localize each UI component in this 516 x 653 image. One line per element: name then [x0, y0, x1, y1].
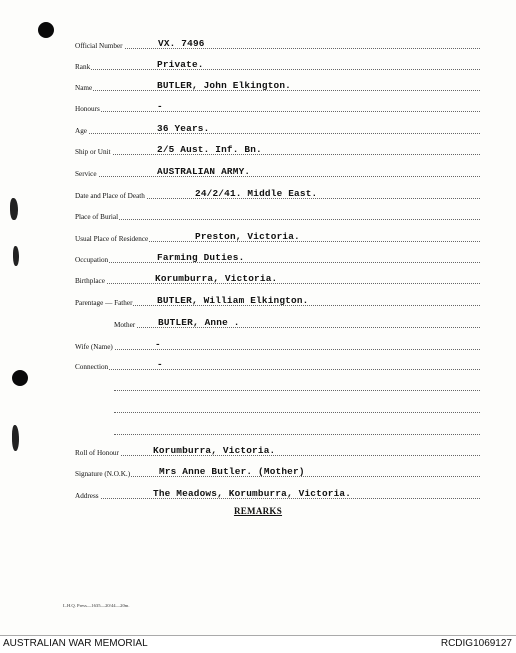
value-mother: BUTLER, Anne .: [158, 317, 240, 328]
label-ship-or-unit: Ship or Unit: [75, 148, 111, 156]
fill-line: [75, 111, 480, 112]
value-father: BUTLER, William Elkington.: [157, 295, 309, 306]
value-official-number: VX. 7496: [158, 38, 205, 49]
fill-line: [75, 369, 480, 370]
label-father: Parentage — Father: [75, 299, 133, 307]
connection-continuation-line: [114, 423, 480, 437]
fill-line: [75, 176, 480, 177]
fill-line: [75, 48, 480, 49]
archive-footer: [0, 635, 516, 653]
fill-line: [75, 154, 480, 155]
value-usual-residence: Preston, Victoria.: [195, 231, 300, 242]
fill-line: [75, 283, 480, 284]
label-wife: Wife (Name): [75, 343, 113, 351]
value-rank: Private.: [157, 59, 204, 70]
footer-record-id: RCDIG1069127: [440, 638, 512, 649]
field-official-number: [75, 37, 480, 51]
value-date-place-of-death: 24/2/41. Middle East.: [195, 188, 318, 199]
label-rank: Rank: [75, 63, 91, 71]
field-father: [75, 294, 480, 308]
connection-continuation-line: [114, 401, 480, 415]
field-signature: [75, 465, 480, 479]
value-service: AUSTRALIAN ARMY.: [157, 166, 251, 177]
label-mother: Mother: [114, 321, 136, 329]
field-name: [75, 79, 480, 93]
label-age: Age: [75, 127, 87, 135]
binding-mark: [12, 425, 19, 451]
field-place-of-burial: [75, 208, 480, 222]
field-roll-of-honour: [75, 444, 480, 458]
printer-imprint: L.H.Q. Press—1635—20/44—20m.: [63, 603, 130, 608]
label-date-place-of-death: Date and Place of Death: [75, 192, 145, 200]
value-age: 36 Years.: [157, 123, 210, 134]
field-rank: [75, 58, 480, 72]
field-usual-residence: [75, 230, 480, 244]
fill-line: [75, 455, 480, 456]
value-honours: -: [157, 101, 163, 112]
remarks-heading: REMARKS: [233, 506, 283, 516]
fill-line: [75, 262, 480, 263]
value-address: The Meadows, Korumburra, Victoria.: [153, 488, 352, 499]
value-birthplace: Korumburra, Victoria.: [155, 273, 278, 284]
punch-hole-middle: [12, 370, 28, 386]
fill-line: [75, 133, 480, 134]
field-connection: [75, 358, 480, 372]
fill-line: [114, 434, 480, 435]
field-occupation: [75, 251, 480, 265]
label-address: Address: [75, 492, 99, 500]
field-mother: [114, 316, 480, 330]
field-address: [75, 487, 480, 501]
field-birthplace: [75, 272, 480, 286]
value-connection: -: [157, 359, 163, 370]
value-ship-or-unit: 2/5 Aust. Inf. Bn.: [157, 144, 262, 155]
connection-continuation-line: [114, 379, 480, 393]
label-service: Service: [75, 170, 97, 178]
binding-mark: [13, 246, 19, 266]
field-wife: [75, 338, 480, 352]
label-honours: Honours: [75, 105, 100, 113]
binding-mark: [10, 198, 18, 220]
fill-line: [75, 69, 480, 70]
label-birthplace: Birthplace: [75, 277, 105, 285]
footer-institution: AUSTRALIAN WAR MEMORIAL: [3, 638, 148, 649]
fill-line: [75, 349, 480, 350]
label-official-number: Official Number: [75, 42, 123, 50]
label-place-of-burial: Place of Burial: [75, 213, 119, 221]
fill-line: [114, 412, 480, 413]
field-service: [75, 165, 480, 179]
value-wife: -: [155, 339, 161, 350]
value-name: BUTLER, John Elkington.: [157, 80, 291, 91]
field-date-place-of-death: [75, 187, 480, 201]
field-ship-or-unit: [75, 143, 480, 157]
label-roll-of-honour: Roll of Honour: [75, 449, 119, 457]
label-name: Name: [75, 84, 93, 92]
value-occupation: Farming Duties.: [157, 252, 245, 263]
label-connection: Connection: [75, 363, 109, 371]
label-signature: Signature (N.O.K.): [75, 470, 131, 478]
fill-line: [114, 390, 480, 391]
label-usual-residence: Usual Place of Residence: [75, 235, 149, 243]
value-signature: Mrs Anne Butler. (Mother): [159, 466, 305, 477]
punch-hole-top: [38, 22, 54, 38]
fill-line: [75, 219, 480, 220]
label-occupation: Occupation: [75, 256, 109, 264]
field-honours: [75, 100, 480, 114]
value-roll-of-honour: Korumburra, Victoria.: [153, 445, 276, 456]
field-age: [75, 122, 480, 136]
